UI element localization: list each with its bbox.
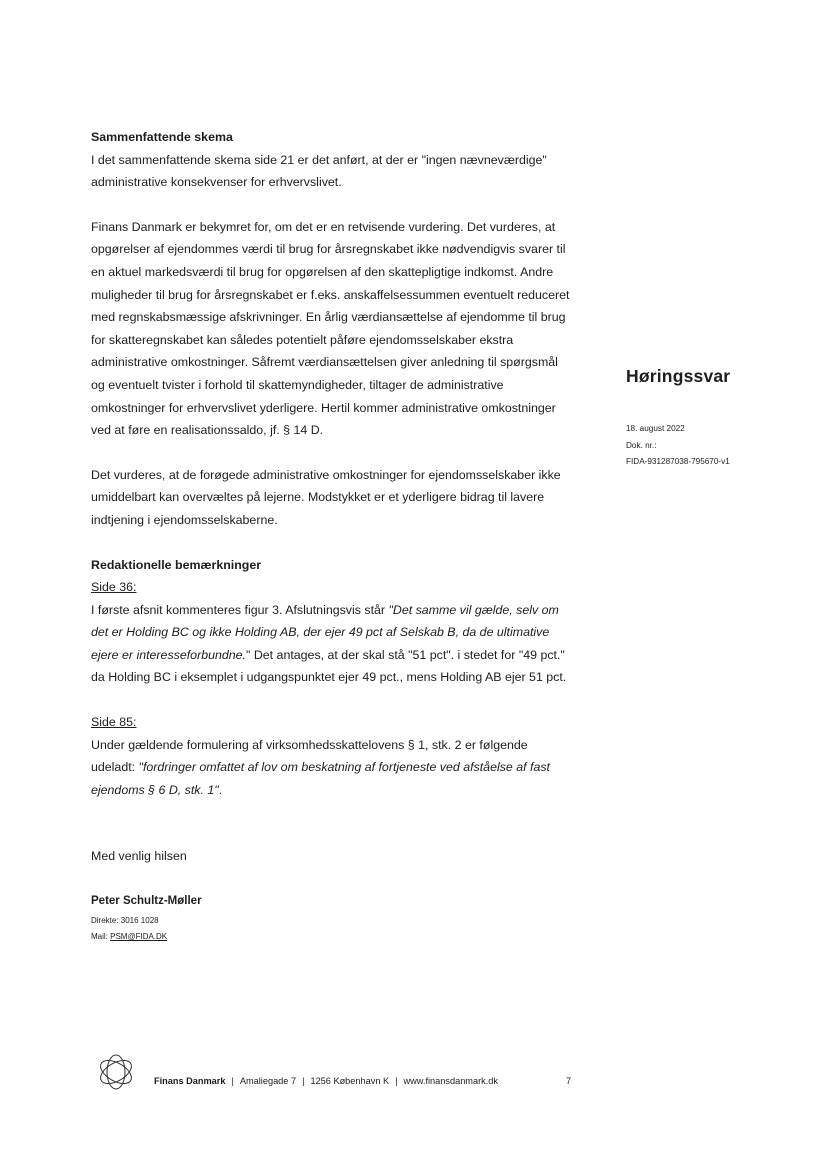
mail-line — [91, 929, 571, 945]
footer-separator: | — [231, 1076, 234, 1086]
footer-brand: Finans Danmark — [154, 1076, 226, 1086]
footer-separator: | — [395, 1076, 398, 1086]
editorial-heading: Redaktionelle bemærkninger — [91, 557, 262, 572]
summary-paragraph-1: I det sammenfattende skema side 21 er det anført, at der er "ingen nævneværdige" administrative konsekvenser for erhvervslivet. — [91, 152, 547, 190]
page-footer — [96, 1052, 576, 1092]
greeting: Med venlig hilsen — [91, 849, 187, 864]
footer-website[interactable]: www.finansdanmark.dk — [403, 1076, 498, 1086]
footer-city: 1256 København K — [310, 1076, 390, 1086]
document-date: 18. august 2022 — [626, 424, 685, 433]
mail-label: Mail: — [91, 931, 111, 941]
page-number: 7 — [566, 1076, 572, 1086]
document-type-title: Høringssvar — [626, 366, 731, 386]
page-36-text-a: I første afsnit kommenteres figur 3. Afslutningsvis står — [91, 602, 389, 617]
side-panel — [626, 366, 730, 471]
summary-paragraph-2: Finans Danmark er bekymret for, om det er en retvisende vurdering. Det vurderes, at opgørelser af ejendommes værdi til brug for årsregnskabet ikke nødvendigvis svarer til en aktuel markedsværdi til brug for opgørelsen af den skattepligtige indkomst. Andre muligheder til brug for årsregnskabet er f.eks. anskaffelsessummen eventuelt reduceret med regnskabsmæssige afskrivninger. En årlig værdiansættelse af ejendomme til brug for skatteregnskabet kan således potentielt påføre ejendomsselskaber ekstra administrative omkostninger. Såfremt værdiansættelsen giver anledning til spørgsmål og eventuelt tvister i forhold til skattemyndigheder, tiltager de administrative omkostninger for erhvervslivet yderligere. Hertil kommer administrative omkostninger ved at føre en realisationssaldo, jf. § 14 D. — [91, 219, 570, 438]
finans-danmark-logo-icon — [96, 1052, 136, 1092]
page-36-label: Side 36: — [91, 580, 137, 595]
footer-text — [154, 1076, 498, 1086]
page-85-paragraph — [91, 734, 571, 802]
footer-address: Amaliegade 7 — [239, 1076, 297, 1086]
footer-separator: | — [302, 1076, 305, 1086]
page-85-label: Side 85: — [91, 715, 137, 730]
page-36-text-b: " Det antages, at der skal stå "51 pct". i stedet for "49 pct." da Holding BC i eksemplet i udgangspunktet ejer 49 pct., mens Holding AB ejer 51 pct. — [91, 647, 567, 685]
page-85-text-a: Under gældende formulering af virksomhedsskattelovens § 1, stk. 2 er følgende udeladt: — [91, 737, 528, 775]
signatory-name: Peter Schultz-Møller — [91, 895, 202, 908]
page-85-quote: "fordringer omfattet af lov om beskatning af fortjeneste ved afståelse af fast ejendoms § 6 D, stk. 1" — [91, 760, 550, 797]
page-36-paragraph — [91, 599, 571, 689]
page-85-text-b: . — [218, 782, 223, 797]
page-36-quote: "Det samme vil gælde, selv om det er Holding BC og ikke Holding AB, der ejer 49 pct af Selskab B, da de ultimative ejere er interesseforbundne. — [91, 602, 559, 662]
summary-heading: Sammenfattende skema — [91, 130, 233, 144]
mail-link[interactable]: PSM@FIDA.DK — [110, 931, 168, 941]
document-number: FIDA-931287038-795670-v1 — [626, 457, 730, 466]
direct-phone: Direkte: 3016 1028 — [91, 915, 159, 925]
summary-paragraph-3: Det vurderes, at de forøgede administrative omkostninger for ejendomsselskaber ikke umiddelbart kan overvæltes på lejerne. Modstykket er et yderligere bidrag til lavere indtjening i ejendomsselskaberne. — [91, 467, 561, 527]
document-number-label: Dok. nr.: — [626, 440, 657, 450]
main-content — [91, 126, 571, 945]
